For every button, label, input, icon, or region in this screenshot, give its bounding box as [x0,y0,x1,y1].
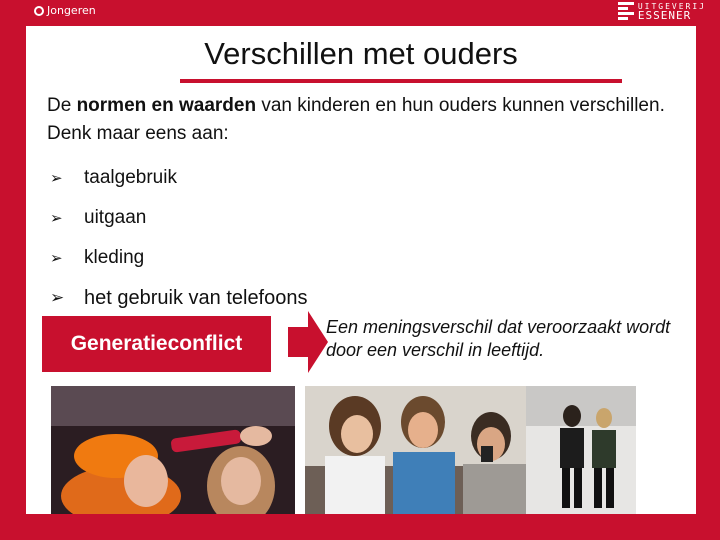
term-definition: Een meningsverschil dat veroorzaakt wordt door een verschil in leeftijd. [326,317,671,360]
list-item: ➢ uitgaan [50,207,147,228]
section-tag [34,4,96,17]
top-bar [0,0,720,26]
section-icon [34,6,44,16]
arrow-bullet-icon: ➢ [50,170,63,187]
arrow-bullet-icon: ➢ [50,288,65,307]
list-item: ➢ kleding [50,247,145,268]
intro-emphasis: normen en waarden [76,95,257,116]
photo-family-on-phones [305,386,537,514]
intro-text: De normen en waarden van kinderen en hun ouders kunnen verschillen. Denk maar eens aan: [47,95,665,144]
publisher-logo-icon [618,2,634,20]
title-underline [180,79,622,83]
content-panel [26,26,696,514]
arrow-bullet-icon: ➢ [50,210,63,227]
publisher-logo-text: UITGEVERIJ ESSENER [637,2,706,22]
arrow-bullet-icon: ➢ [50,250,63,267]
slide-title: Verschillen met ouders [204,36,518,71]
photo-two-women-walking [526,386,636,514]
term-badge: Generatieconflict [42,316,271,372]
list-item: ➢ het gebruik van telefoons [50,286,308,309]
list-item: ➢ taalgebruik [50,167,177,188]
photo-party-drinking [51,386,295,514]
section-label: Jongeren [47,4,96,17]
publisher-logo [618,2,706,20]
bullet-list [50,158,308,318]
right-arrow-icon [288,311,328,373]
